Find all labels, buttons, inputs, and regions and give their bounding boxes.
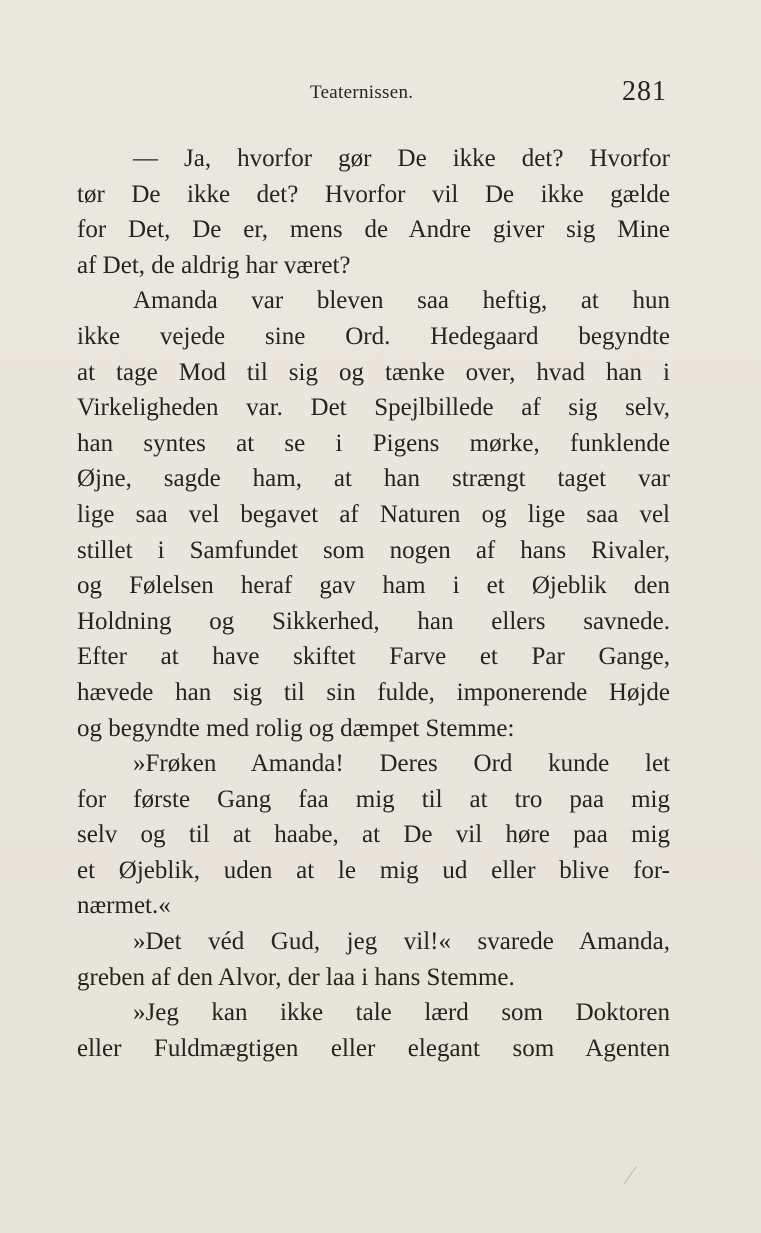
- text-line: »Frøken Amanda! Deres Ord kunde let: [133, 750, 670, 778]
- text-line: at tage Mod til sig og tænke over, hvad han i: [77, 358, 670, 386]
- text-line: stillet i Samfundet som nogen af hans Rivaler,: [77, 536, 670, 564]
- text-line: tør De ikke det? Hvorfor vil De ikke gælde: [77, 180, 670, 208]
- text-line: — Ja, hvorfor gør De ikke det? Hvorfor: [133, 145, 670, 172]
- paper-mark: [610, 1157, 637, 1185]
- text-line: »Jeg kan ikke tale lærd som Doktoren: [133, 999, 670, 1027]
- text-line: Øjne, sagde ham, at han strængt taget var: [77, 465, 670, 493]
- text-line: nærmet.«: [77, 892, 171, 920]
- text-line: for første Gang faa mig til at tro paa mig: [77, 785, 670, 813]
- body-text: [77, 141, 670, 1066]
- text-line: ikke vejede sine Ord. Hedegaard begyndte: [77, 322, 670, 350]
- text-line: Virkeligheden var. Det Spejlbillede af sig selv,: [77, 394, 670, 422]
- page-number: 281: [622, 76, 667, 107]
- running-head: [0, 72, 761, 112]
- text-line: og begyndte med rolig og dæmpet Stemme:: [77, 714, 515, 742]
- text-line: et Øjeblik, uden at le mig ud eller blive for-: [77, 856, 670, 884]
- chapter-title: Teaternissen.: [310, 82, 414, 103]
- text-line: »Det véd Gud, jeg vil!« svarede Amanda,: [133, 928, 670, 956]
- text-line: greben af den Alvor, der laa i hans Stemme.: [77, 963, 515, 991]
- text-line: for Det, De er, mens de Andre giver sig Mine: [77, 216, 670, 244]
- text-line: lige saa vel begavet af Naturen og lige saa vel: [77, 500, 670, 528]
- text-line: han syntes at se i Pigens mørke, funklende: [77, 429, 670, 457]
- text-line: Efter at have skiftet Farve et Par Gange,: [77, 643, 670, 671]
- text-line: Amanda var bleven saa heftig, at hun: [133, 287, 670, 315]
- text-line: eller Fuldmægtigen eller elegant som Agenten: [77, 1034, 670, 1062]
- text-line: Holdning og Sikkerhed, han ellers savnede.: [77, 607, 670, 635]
- text-line: af Det, de aldrig har været?: [77, 251, 351, 279]
- text-line: selv og til at haabe, at De vil høre paa mig: [77, 821, 670, 849]
- text-line: og Følelsen heraf gav ham i et Øjeblik den: [77, 572, 670, 600]
- text-line: hævede han sig til sin fulde, imponerende Højde: [77, 678, 670, 706]
